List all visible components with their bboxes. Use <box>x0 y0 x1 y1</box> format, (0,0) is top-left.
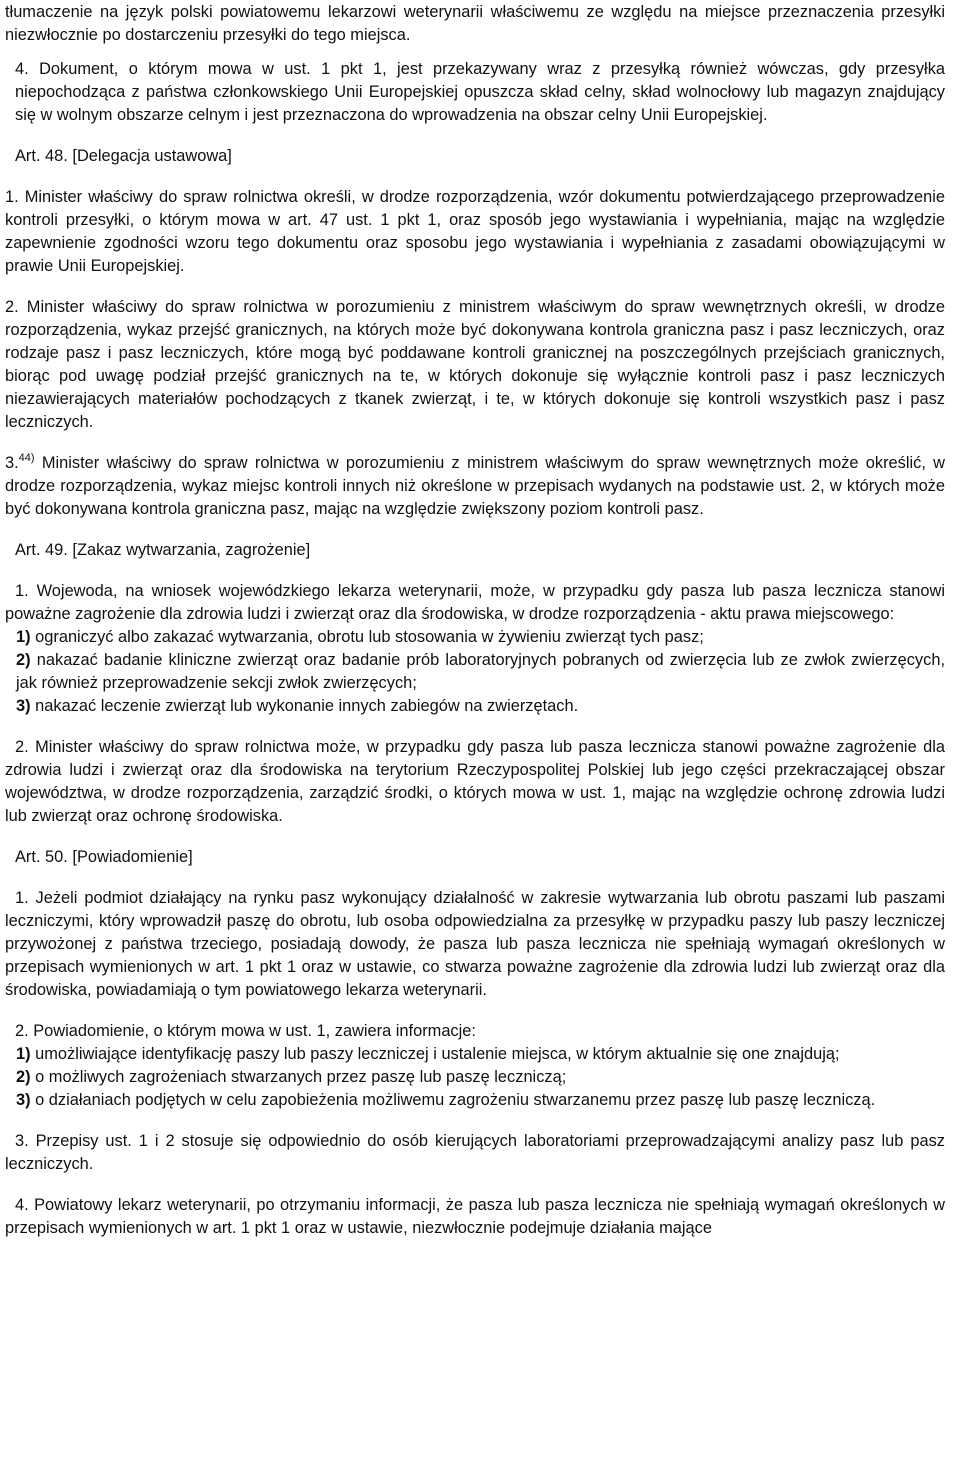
paragraph-text: 4. Powiatowy lekarz weterynarii, po otrzymaniu informacji, że pasza lub pasza lecznicza nie spełniają wymagań określonych w przepisach wymienionych w art. 1 pkt 1 oraz w ustawie, niezwłocznie podejmuje działania mające <box>5 1196 945 1237</box>
item-text: ograniczyć albo zakazać wytwarzania, obrotu lub stosowania w żywieniu zwierząt tych pasz; <box>35 628 704 646</box>
article-49-heading: Art. 49. [Zakaz wytwarzania, zagrożenie] <box>15 541 311 559</box>
list-item-art49-1-2 <box>5 649 945 695</box>
item-text: umożliwiające identyfikację paszy lub paszy leczniczej i ustalenie miejsca, w którym aktualnie się one znajdują; <box>35 1045 840 1063</box>
paragraph-text: Minister właściwy do spraw rolnictwa w porozumieniu z ministrem właściwym do spraw wewnętrznych może określić, w drodze rozporządzenia, wykaz miejsc kontroli innych niż określone w przepisach wydanych na podstawie ust. 2, w których może być dokonywana kontrola graniczna pasz, mając na względzie zwiększony poziom kontroli pasz. <box>5 454 945 518</box>
item-number: 2) <box>16 1068 31 1086</box>
paragraph-text: 1. Wojewoda, na wniosek wojewódzkiego lekarza weterynarii, może, w przypadku gdy pasza lub pasza lecznicza stanowi poważne zagrożenie dla zdrowia ludzi i zwierząt oraz dla środowiska, w drodze rozporządzenia - aktu prawa miejscowego: <box>5 582 945 623</box>
item-number: 3) <box>16 697 31 715</box>
list-item-art50-2-2 <box>5 1066 945 1089</box>
article-48-heading: Art. 48. [Delegacja ustawowa] <box>15 147 232 165</box>
item-number: 1) <box>16 628 31 646</box>
paragraph-art48-1: 1. Minister właściwy do spraw rolnictwa określi, w drodze rozporządzenia, wzór dokumentu potwierdzającego przeprowadzenie kontroli przesyłki, o którym mowa w art. 47 ust. 1 pkt 1, oraz sposób jego wystawiania i wypełniania, mając na względzie zapewnienie zgodności wzoru tego dokumentu oraz sposobu jego wystawiania i wypełniania z zasadami obowiązującymi w prawie Unii Europejskiej. <box>5 188 945 275</box>
list-item-art50-2-3 <box>5 1089 945 1112</box>
paragraph-text: 1. Jeżeli podmiot działający na rynku pasz wykonujący działalność w zakresie wytwarzania lub obrotu paszami lub paszami leczniczymi, który wprowadził paszę do obrotu, lub osoba odpowiedzialna za przesyłkę w przypadku paszy lub paszy leczniczej przywożonej z państwa trzeciego, posiadają dowody, że pasza lub pasza lecznicza nie spełniają wymagań określonych w przepisach wymienionych w art. 1 pkt 1 oraz w ustawie, co stwarza poważne zagrożenie dla zdrowia ludzi lub zwierząt oraz dla środowiska, powiadamiają o tym powiatowego lekarza weterynarii. <box>5 889 945 999</box>
item-text: nakazać leczenie zwierząt lub wykonanie innych zabiegów na zwierzętach. <box>35 697 579 715</box>
paragraph-art48-2: 2. Minister właściwy do spraw rolnictwa w porozumieniu z ministrem właściwym do spraw wewnętrznych określi, w drodze rozporządzenia, wykaz przejść granicznych, na których może być dokonywana kontrola graniczna pasz i pasz leczniczych, oraz rodzaje pasz i pasz leczniczych, które mogą być poddawane kontroli granicznej na poszczególnych przejściach granicznych, biorąc pod uwagę podział przejść granicznych na te, w których dokonuje się wyłącznie kontroli pasz i pasz leczniczych niezawierających materiałów pochodzących z tkanek zwierząt, i te, w których dokonuje się kontroli wszystkich pasz i pasz leczniczych. <box>5 298 945 431</box>
paragraph-art48-3 <box>5 452 945 521</box>
paragraph-art50-1 <box>5 887 945 1002</box>
item-number: 1) <box>16 1045 31 1063</box>
paragraph-art50-4 <box>5 1194 945 1240</box>
item-number: 3) <box>16 1091 31 1109</box>
list-item-art49-1-1 <box>5 626 945 649</box>
list-item-art49-1-3 <box>5 695 945 718</box>
paragraph-art50-2: 2. Powiadomienie, o którym mowa w ust. 1, zawiera informacje: <box>15 1022 476 1040</box>
article-50-heading: Art. 50. [Powiadomienie] <box>15 848 193 866</box>
paragraph-number: 3. <box>5 454 19 472</box>
list-item-art50-2-1 <box>5 1043 945 1066</box>
item-text: o działaniach podjętych w celu zapobieżenia możliwemu zagrożeniu stwarzanemu przez paszę lub paszę leczniczą. <box>35 1091 876 1109</box>
paragraph-art50-3 <box>5 1130 945 1176</box>
item-number: 2) <box>16 651 31 669</box>
paragraph-art47-4: 4. Dokument, o którym mowa w ust. 1 pkt 1, jest przekazywany wraz z przesyłką również wówczas, gdy przesyłka niepochodząca z państwa członkowskiego Unii Europejskiej opuszcza skład celny, skład wolnocłowy lub magazyn znajdujący się w wolnym obszarze celnym i jest przeznaczona do wprowadzenia na obszar celny Unii Europejskiej. <box>15 60 945 124</box>
paragraph-art49-2 <box>5 736 945 828</box>
item-text: o możliwych zagrożeniach stwarzanych przez paszę lub paszę leczniczą; <box>35 1068 567 1086</box>
item-text: nakazać badanie kliniczne zwierząt oraz badanie prób laboratoryjnych pobranych od zwierzęcia lub ze zwłok zwierzęcych, jak również przeprowadzenie sekcji zwłok zwierzęcych; <box>16 651 945 692</box>
paragraph-text: 2. Minister właściwy do spraw rolnictwa może, w przypadku gdy pasza lub pasza lecznicza stanowi poważne zagrożenie dla zdrowia ludzi i zwierząt oraz dla środowiska na terytorium Rzeczypospolitej Polskiej lub jego części przekraczającej obszar województwa, w drodze rozporządzenia, zarządzić środki, o których mowa w ust. 1, mając na względzie ochronę zdrowia ludzi lub zwierząt oraz ochronę środowiska. <box>5 738 945 825</box>
paragraph-text: 3. Przepisy ust. 1 i 2 stosuje się odpowiednio do osób kierujących laboratoriami przeprowadzającymi analizy pasz lub pasz leczniczych. <box>5 1132 945 1173</box>
paragraph-art49-1 <box>5 580 945 626</box>
footnote-marker: 44) <box>18 452 35 464</box>
paragraph-continuation: tłumaczenie na język polski powiatowemu lekarzowi weterynarii właściwemu ze względu na miejsce przeznaczenia przesyłki niezwłocznie po dostarczeniu przesyłki do tego miejsca. <box>5 3 945 44</box>
